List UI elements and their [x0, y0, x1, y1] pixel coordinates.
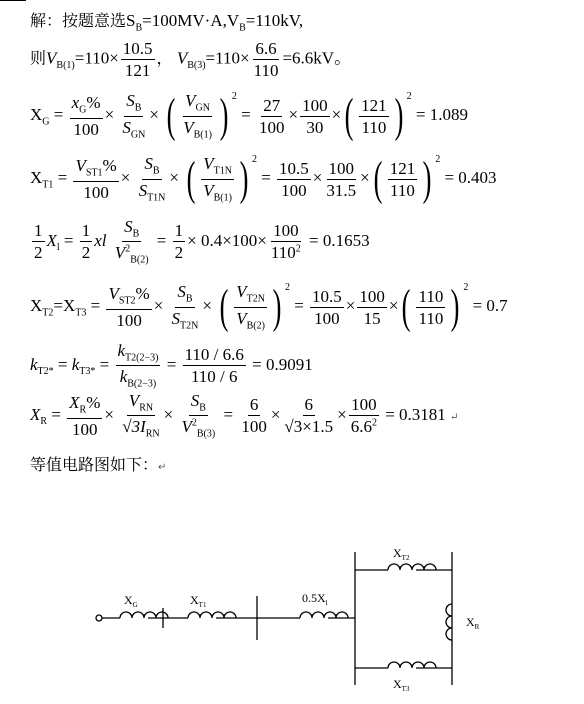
inductor-xt2 — [388, 564, 436, 570]
num: 121 — [361, 95, 387, 115]
result: = 0.9091 — [252, 354, 313, 374]
lhs-sub: R — [40, 416, 48, 428]
den: 3×1.5 — [293, 417, 334, 437]
den: 15 — [363, 308, 381, 328]
lhs-sub: T2* — [37, 366, 54, 378]
num: 121 — [389, 158, 416, 178]
xr-equation: $X_R$ = $\frac{X_R\%}{100}$ × $\frac{V_{RN}}{√3I_{RN}}$ × $\frac{S_B}{V^2_{B(3)}}$ = $\frac{6}{100}$ × $\frac{6}{√3\times 1.5}$ × $\frac{100}{6.6^2}$ = 0.3181 ↵ — [30, 391, 459, 440]
result: = 0.3181 — [385, 404, 446, 424]
sb-label: S — [126, 11, 136, 30]
sb-value: =100MV·A, — [142, 11, 227, 30]
paren-group: ( $\frac{110}{110}$ ) $^2$ — [402, 280, 469, 333]
xl-equation: $\frac{1}{2}$ $X_l$ = $\frac{1}{2}$ xl $\frac{S_B}{V^2_{B(2)}}$ = $\frac{1}{2}$ × 0.4×100× $\frac{100}{110^2}$ = 0.1653 — [34, 217, 370, 266]
frac-den: 121 — [124, 61, 151, 80]
label-xt2: $X_{T2}$ — [393, 546, 410, 562]
lhs: X — [30, 404, 41, 424]
lhs-sub: G — [42, 116, 50, 128]
frac-sb-vb2: $\frac{S_B}{V^2_{B(2)}}$ — [114, 217, 149, 266]
den: 110 — [361, 117, 387, 137]
num: 100 — [302, 95, 328, 115]
inductor-xt3 — [388, 662, 436, 668]
lhs2-sub: T3* — [79, 366, 96, 378]
num: k — [117, 341, 126, 360]
result: =6.6kV。 — [282, 48, 352, 68]
xt2-equation: $X_{T2}=X_{T3}$ = $\frac{V_{ST2}\%}{100}$ × $\frac{S_B}{S_{T2N}}$ × ( $\frac{V_{T2N}}{V_{B(2)}}$ ) $^2$ = $\frac{10.5}{100}$ × $\frac{100}{15}$ × ( $\frac{110}{110}$ ) $^2$ = 0.7 — [30, 280, 508, 333]
den: V — [236, 308, 247, 328]
num: S — [126, 91, 135, 111]
paren-group: ( $\frac{V_{GN}}{V_{B(1)}}$ ) $^2$ — [166, 89, 237, 142]
pct: % — [102, 156, 117, 176]
den: 100 — [314, 308, 340, 328]
vb1-sub: B(1) — [56, 59, 75, 71]
label-xr: $X_R$ — [466, 615, 480, 631]
paren-group: ( $\frac{V_{T1N}}{V_{B(1)}}$ ) $^2$ — [186, 152, 257, 205]
lhs2-sub: T3 — [75, 307, 87, 319]
den: S — [171, 308, 181, 328]
result: = 0.7 — [472, 295, 508, 315]
num: V — [108, 284, 119, 304]
pct: % — [86, 93, 101, 113]
den: 100 — [73, 119, 99, 139]
inductor-xl — [300, 612, 348, 618]
den: 2 — [174, 243, 184, 263]
num-sub: B — [132, 228, 140, 240]
num-sub: RN — [139, 402, 154, 414]
den-sub: RN — [145, 428, 160, 440]
paren-group: ( $\frac{V_{T2N}}{V_{B(2)}}$ ) $^2$ — [219, 280, 290, 333]
vb-label: V — [226, 11, 240, 30]
den: 2 — [34, 243, 43, 263]
num-sub: T2N — [246, 293, 265, 305]
den: 100 — [281, 180, 307, 200]
frac-num: 10.5 — [122, 39, 153, 58]
den: V — [183, 117, 194, 137]
den-sub: B(2−3) — [127, 378, 157, 390]
lhs-sub: T2 — [42, 307, 54, 319]
den: k — [119, 367, 128, 387]
label-xt3: $X_{T3}$ — [393, 677, 410, 693]
sqrt-icon: √ — [122, 417, 132, 437]
num: S — [144, 154, 153, 174]
frac-100-6-6sq: $\frac{100}{6.6^2}$ — [350, 395, 377, 437]
den-sub: B(1) — [213, 191, 232, 203]
den: 110 — [270, 243, 296, 263]
result: = 0.1653 — [309, 230, 370, 250]
num: 110 / 6.6 — [184, 345, 244, 365]
num: 10.5 — [312, 286, 342, 306]
sb-sub: B — [135, 22, 143, 34]
xg-equation: $X_G$ = $\frac{x_G\%}{100}$ × $\frac{S_B}{S_{GN}}$ × ( $\frac{V_{GN}}{V_{B(1)}}$ ) $^2$ = $\frac{27}{100}$ × $\frac{100}{30}$ × ( $\frac{121}{110}$ ) $^2$ = 1.089 — [30, 89, 468, 142]
ze-char: 则 — [30, 48, 47, 68]
lhs: k — [30, 354, 38, 374]
den-sub: B(2) — [130, 254, 149, 266]
num: 10.5 — [279, 158, 309, 178]
num: 1 — [81, 221, 91, 241]
den: V — [114, 243, 126, 263]
rhs: × 0.4×100× — [187, 230, 267, 250]
paren-group: ( $\frac{121}{110}$ ) $^2$ — [344, 89, 412, 142]
den: V — [203, 180, 214, 200]
equiv-text: 等值电路图如下： — [30, 455, 159, 474]
den: 100 — [83, 182, 109, 202]
num-sub: B — [134, 102, 142, 114]
num: V — [203, 154, 214, 174]
num: V — [185, 91, 196, 111]
return-mark-icon: ↵ — [450, 411, 459, 423]
num: X — [69, 393, 80, 413]
den: 100 — [241, 417, 267, 437]
num-sub: R — [79, 404, 87, 416]
den-sub: T1N — [147, 191, 166, 203]
den: 31.5 — [326, 180, 357, 200]
source-terminal — [96, 615, 102, 621]
label-xg: $X_G$ — [124, 593, 138, 609]
sqrt-icon: √ — [284, 417, 294, 437]
num: 100 — [351, 395, 377, 415]
num-sub: ST1 — [85, 167, 103, 179]
inductor-xr — [446, 604, 452, 640]
den: 110 — [418, 308, 444, 328]
lhs: X — [30, 167, 43, 187]
den: 2 — [81, 243, 91, 263]
num: S — [177, 282, 186, 302]
label-xt1: $X_{T1}$ — [190, 593, 207, 609]
den: 100 — [72, 419, 98, 439]
num: 100 — [273, 221, 299, 241]
comma: ， — [156, 48, 173, 68]
num: V — [236, 282, 247, 302]
inductor-xg — [120, 612, 168, 618]
num-sub: B — [152, 165, 160, 177]
den: 100 — [116, 310, 142, 330]
num: S — [190, 391, 200, 410]
frac-den: 110 — [253, 61, 279, 80]
intro-text: 按题意选 — [62, 11, 127, 30]
num-sub: GN — [195, 102, 210, 114]
pct: % — [86, 393, 101, 413]
den: 100 — [259, 117, 285, 137]
frac-sb-vb3: $\frac{S_B}{V^2_{B(3)}}$ — [181, 391, 216, 440]
num: V — [75, 156, 86, 176]
den: 30 — [306, 117, 324, 137]
vb-value: =110kV, — [245, 11, 304, 30]
den-sub: T2N — [180, 319, 199, 331]
num: 27 — [263, 95, 281, 115]
eq1: =110× — [74, 48, 119, 68]
num-sub: T2(2−3) — [125, 352, 159, 364]
lhs2: k — [71, 354, 80, 374]
den: S — [122, 117, 131, 137]
kt-equation: $k_{T2*} = k_{T3*}$ = $\frac{k_{T2(2-3)}}{k_{B(2-3)}}$ = $\frac{110 / 6.6}{110 / 6}$ = 0.9091 — [30, 341, 313, 390]
vb3-sub: B(3) — [187, 59, 206, 71]
num: 100 — [359, 286, 385, 306]
lhs: X — [30, 104, 43, 124]
vb1: V — [46, 48, 57, 68]
x-sub: l — [56, 242, 60, 254]
den-sub: B(3) — [196, 428, 216, 440]
num: 100 — [328, 158, 355, 178]
paren-group: ( $\frac{121}{110}$ ) $^2$ — [373, 152, 441, 205]
return-mark-icon: ↵ — [158, 462, 167, 473]
eq2: =110× — [205, 48, 250, 68]
num-sub: G — [79, 104, 87, 116]
lhs: X — [30, 295, 43, 315]
num-sub: B — [185, 293, 193, 305]
den-sub: B(2) — [246, 319, 265, 331]
num: 1 — [174, 221, 184, 241]
lhs2: X — [62, 295, 76, 315]
xt1-equation: $X_{T1}$ = $\frac{V_{ST1}\%}{100}$ × $\frac{S_B}{S_{T1N}}$ × ( $\frac{V_{T1N}}{V_{B(1)}}$ ) $^2$ = $\frac{10.5}{100}$ × $\frac{100}{31.5}$ × ( $\frac{121}{110}$ ) $^2$ = 0.403 — [30, 152, 497, 205]
num-sub: B — [199, 402, 206, 414]
den: 3I — [131, 417, 146, 437]
result: = 1.089 — [415, 104, 468, 124]
num: x — [71, 93, 80, 113]
num-sub: T1N — [213, 165, 232, 177]
num: 6 — [304, 395, 314, 415]
inductor-xt1 — [188, 612, 236, 618]
den: S — [138, 180, 148, 200]
vb-sub: B — [239, 22, 246, 34]
den: 6.6 — [350, 417, 372, 437]
frac-100-110sq: $\frac{100}{110^2}$ — [270, 221, 301, 263]
den-sub: GN — [130, 128, 146, 140]
num: V — [128, 391, 140, 410]
pct: % — [135, 284, 150, 304]
den: 110 — [390, 180, 415, 200]
lhs-sub: T1 — [42, 179, 54, 191]
result: = 0.403 — [444, 167, 497, 187]
x: X — [46, 230, 57, 250]
solve-prefix: 解： — [30, 11, 63, 30]
den-sub: B(1) — [193, 128, 212, 140]
xl-text: xl — [94, 230, 107, 250]
frac-num: 6.6 — [255, 39, 277, 58]
num: 6 — [249, 395, 259, 415]
num: S — [124, 217, 133, 236]
den: 110 / 6 — [190, 367, 238, 387]
num: 110 — [418, 286, 444, 306]
den: V — [181, 417, 192, 437]
num-sub: ST2 — [118, 295, 136, 307]
label-xl: $0.5X_l$ — [302, 591, 328, 607]
num: 1 — [34, 221, 43, 241]
vb3: V — [176, 48, 188, 68]
